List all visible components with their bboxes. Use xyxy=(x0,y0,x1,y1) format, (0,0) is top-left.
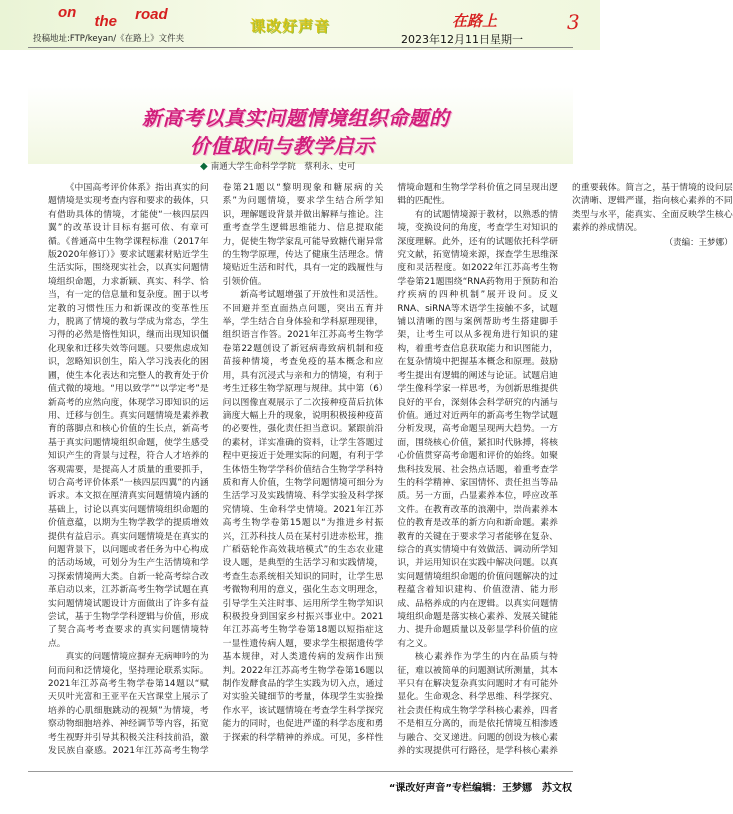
brand-word-road: road xyxy=(135,6,168,23)
article-title-line-2: 价值取向与教学启示 xyxy=(190,134,375,158)
article-title-line-1: 新高考以真实问题情境组织命题的 xyxy=(142,106,450,130)
brand-word-the: the xyxy=(94,13,117,30)
author-marker-icon: ◆ xyxy=(200,161,208,172)
footer-divider xyxy=(28,771,573,772)
paragraph: 《中国高考评价体系》指出真实的问题情境是实现考查内容和要求的载体，只有借助具体的情境，才能使“一核四层四翼”的改革设计目标有据可依、有章可循。《普通高中生物学课程标准（2017年版2020年修订）》要求试题素材贴近学生生活实际，围绕现实社会，以真实问题情境组织命题，力求新颖、真实、科学、恰当，有一定的信息量和复杂度。囿于以考定教的习惯性压力和新课改的变革性压力，脱离了情境的教与学成为常态，学生习得的必然是惰性知识，继而出现知识僵化现象和迁移失效等问题。只要焦虑成知识，忽略知识创生，陷入学习浅表化的困圃，使生本化表达和完整人的教育处于价值式微的境地。“用以致学”“以学定考”是新高考的应然向度，体现学习即知识的运用、迁移与创生。真实问题情境是素养教育的落脚点和核心价值的生长点，新高考基于真实问题情境组织命题，使学生感受知识产生的背景与过程，符合人才培养的客观需要，是提高人才质量的重要抓手，切合高考评价体系“一核四层四翼”的内涵诉求。本文拟在厘清真实问题情境内涵的基础上，讨论以真实问题情境组织命题的价值意蕴，以期为生物学教学的提质增效提供有益启示。真实问题情境是在真实的问题背景下，以问题或者任务为中心构成的活动场域，可划分为生产生活情境和学习探索情境两大类。自新一轮高考综合改革启动以来，江苏新高考生物学试题在真实问题情境试题设计方面做出了许多有益尝试，基于生物学学科逻辑与价值，形成了契合高考考查要求的真实问题情境特点。 xyxy=(48,183,209,649)
page-number: 3 xyxy=(567,10,580,34)
article-body xyxy=(48,182,733,767)
masthead-title: 在路上 xyxy=(452,12,498,30)
submission-address: 投稿地址:FTP/keyan/《在路上》文件夹 xyxy=(33,34,185,44)
editor-signoff: （责编：王梦娜） xyxy=(664,237,733,248)
paragraph: 核心素养作为学生的内在品质与特征，难以被简单的问题测试所测量，其本平只有在解决复杂真实问题时才有可能外显化。生命观念、科学思维、科学探究、社会责任构成生物学学科核心素养，四者不是相互分离的，而是依托情境互相渗透与融合、交叉递进。问题的创设为核心素养的实现提供可行路径，是学科核心素养的重要载体。简言之，基于情境的设问层次清晰、逻辑严谨，指向核心素养的不同类型与水平，能真实、全面反映学生核心素养的养成情况。 xyxy=(397,183,733,757)
brand-logo xyxy=(58,4,168,30)
paragraph: 真实的问题情境应摒弃无病呻吟的为问而问和泛情境化，坚持理论联系实际。2021年江苏高考生物学卷第14题以“赋天贝叶光富和王亚平在天宫课堂上展示了培养的心肌细胞跳动的视频”为情境，考察动物细胞培养、神经调节等内容，拓宽考生视野并引导其积极关注科技前沿，激发民族自豪感。2021年江苏高考生物学卷第21题以“黎明现象和糖尿病的关系”为问题情境，要求学生结合所学知识，理解题设背景并做出解释与推论。注重考查学生逻辑思维能力、信息提取能力，促使生物学家乱可能导致糖代谢异常的生物学原理，传达了健康生活理念。情境贴近生活和时代，具有一定的践履性与引领价值。 xyxy=(48,183,384,757)
paragraph: 新高考试题增强了开放性和灵活性。不回避并至直面热点问题，突出五育并举，学生结合自身体验和学科原理现律，组织语言作答。2021年江苏高考生物学卷第22题创设了新冠病毒致病机制和疫苗接种情境，考查免疫的基本概念和应用，具有沉浸式与亲和力的情境，有利于考生迁移生物学原理与规律。其中第（6）问以图像直观展示了二次接种疫苗后抗体滴度大幅上升的现象，说明积极接种疫苗的必要性，强化责任担当意识。紧跟前沿的素材，详实准确的资料，让学生答题过程中更接近于处理实际的问题，有利于学生体悟生物学学科价值结合生物学学科特质和育人价值，生物学问题情境可细分为生活学习及实践情境、科学实验及科学探究情境、生命科学史情境。2021年江苏高考生物学卷第15题以“为推进乡村振兴，江苏科技人员在某村引进赤松茸，推广稻菇轮作高效栽培模式”的生态农业建设人题，是典型的生活学习和实践情境，考查生态系统相关知识的同时，让学生思考微物利用的意义，强化生态文明理念，引导学生关注时事、运用所学生物学知识积极投身到国家乡村振兴事业中。2021年江苏高考生物学卷第18题以短指症这一显性遗传病人题，要求学生根据遗传学基本规律，对人类遗传病的发病作出预判。2022年江苏高考生物学卷第16题以制作发酵食品的学生实践为切入点，通过对实验关键细节的考量，体现学生实验操作水平，该试题情境在考查学生科学探究能力的同时，也促进严谨的科学态度和勇于探索的科学精神的养成。可见，多样性情境命题和生物学学科价值之同呈现出逻辑的匹配性。 xyxy=(222,183,558,743)
page-header xyxy=(0,0,600,66)
brand-word-on: on xyxy=(58,4,77,21)
author-name: 南通大学生命科学学院 蔡利永、史可 xyxy=(210,162,356,172)
paragraph: 有的试题情境源于教材，以熟悉的情境，变换设问的角度，考查学生对知识的深度理解。此外，还有的试题依托科学研究文献，拓宽情境来源，探查学生思维深度和灵活程度。如2022年江苏高考生物学卷第21题围绕“RNA药物用于预防和治疗疾病的四种机制”展开设问。反义RNA、siRNA等术语学生接触不多，试题铺以清晰的图与案例帮助考生搭建脚手架，让考生可以从多视角进行知识的建构，着重考查信息获取能力和识图能力，在复杂情境中把握基本概念和原理。鼓励考生提出有逻辑的阐述与论证。试题启迪学生像科学家一样思考，为创新思维提供良好的平台，深刻体会科学研究的内涵与价值。通过对近两年的新高考生物学试题分析发现，高考命题呈现两大趋势。一方面，围绕核心价值，紧扣时代脉搏，将核心价值贯穿高考命题和评价的始终。如聚焦科技发展、社会热点话题，着重考查学生的科学精神、家国情怀、责任担当等品质。另一方面，凸显素养本位，呼应改革文件。在教育改革的浪潮中，崇尚素养本位的教育是改革的新方向和新命题。素养教育的关键在于要求学习者能够在复杂、综合的真实情境中有效做活、调动所学知识，并运用知识在实践中解决问题。以真实问题情境组织命题的价值问题解决的过程蕴含着知识建构、价值澄清、能力形成、品格养成的内在逻辑。以真实问题情境组织命题是落实核心素养、发展关键能力、提升命题质量以及彰显学科价值的应有之义。 xyxy=(397,209,558,649)
issue-date: 2023年12月11日星期一 xyxy=(401,33,523,46)
column-title: 课改好声音 xyxy=(250,17,331,35)
header-divider xyxy=(28,47,573,48)
author-line xyxy=(200,160,355,172)
column-editors: “课改好声音”专栏编辑：王梦娜 苏文权 xyxy=(388,783,572,794)
